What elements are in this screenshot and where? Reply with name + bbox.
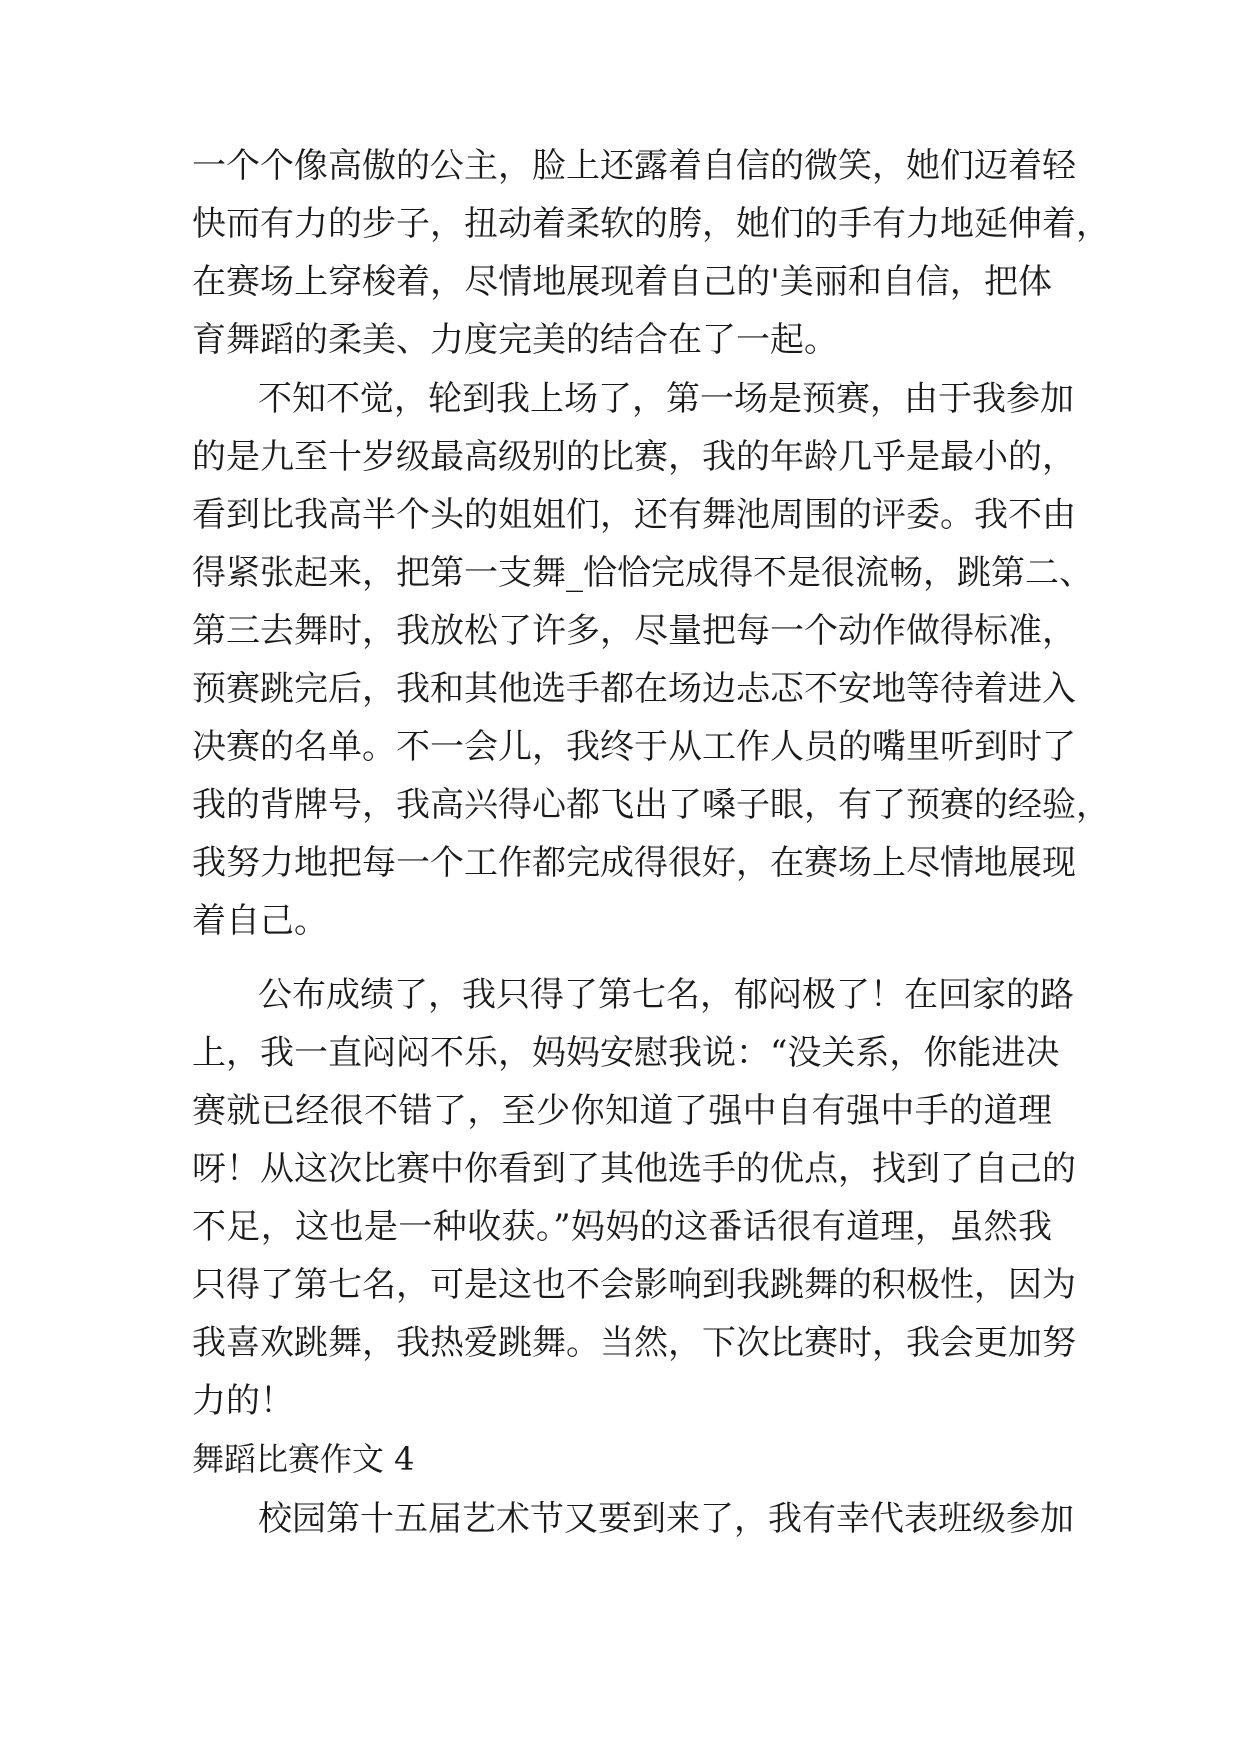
text-line: 快而有力的步子，扭动着柔软的胯，她们的手有力地延伸着， xyxy=(192,204,1110,244)
text-line: 公布成绩了，我只得了第七名，郁闷极了！在回家的路 xyxy=(258,975,1074,1015)
text-line: 得紧张起来，把第一支舞_恰恰完成得不是很流畅，跳第二、 xyxy=(192,553,1093,593)
text-line: 我努力地把每一个工作都完成得很好，在赛场上尽情地展现 xyxy=(192,843,1076,883)
text-line: 的是九至十岁级最高级别的比赛，我的年龄几乎是最小的， xyxy=(192,437,1076,477)
text-line: 上，我一直闷闷不乐，妈妈安慰我说：“没关系，你能进决 xyxy=(192,1033,1060,1073)
text-line: 力的！ xyxy=(192,1381,294,1421)
text-line: 着自己。 xyxy=(192,901,328,941)
text-line: 赛就已经很不错了，至少你知道了强中自有强中手的道理 xyxy=(192,1091,1052,1131)
text-line: 一个个像高傲的公主，脸上还露着自信的微笑，她们迈着轻 xyxy=(192,146,1076,186)
text-line: 看到比我高半个头的姐姐们，还有舞池周围的评委。我不由 xyxy=(192,495,1076,535)
text-line: 预赛跳完后，我和其他选手都在场边忐忑不安地等待着进入 xyxy=(192,669,1076,709)
text-line: 育舞蹈的柔美、力度完美的结合在了一起。 xyxy=(192,320,838,360)
text-line: 决赛的名单。不一会儿，我终于从工作人员的嘴里听到时了 xyxy=(192,727,1076,767)
section-heading: 舞蹈比赛作文 4 xyxy=(192,1440,415,1478)
text-line: 第三去舞时，我放松了许多，尽量把每一个动作做得标准， xyxy=(192,611,1076,651)
text-line: 呀！从这次比赛中你看到了其他选手的优点，找到了自己的 xyxy=(192,1149,1076,1189)
text-line: 不知不觉，轮到我上场了，第一场是预赛，由于我参加 xyxy=(258,379,1074,419)
text-line: 我的背牌号，我高兴得心都飞出了嗓子眼，有了预赛的经验， xyxy=(192,785,1110,825)
text-line: 不足，这也是一种收获。”妈妈的这番话很有道理，虽然我 xyxy=(192,1207,1052,1247)
text-line: 只得了第七名，可是这也不会影响到我跳舞的积极性，因为 xyxy=(192,1265,1076,1305)
text-line: 校园第十五届艺术节又要到来了，我有幸代表班级参加 xyxy=(258,1499,1074,1539)
text-line: 我喜欢跳舞，我热爱跳舞。当然，下次比赛时，我会更加努 xyxy=(192,1323,1076,1363)
text-line: 在赛场上穿梭着，尽情地展现着自己的'美丽和自信，把体 xyxy=(192,262,1052,302)
